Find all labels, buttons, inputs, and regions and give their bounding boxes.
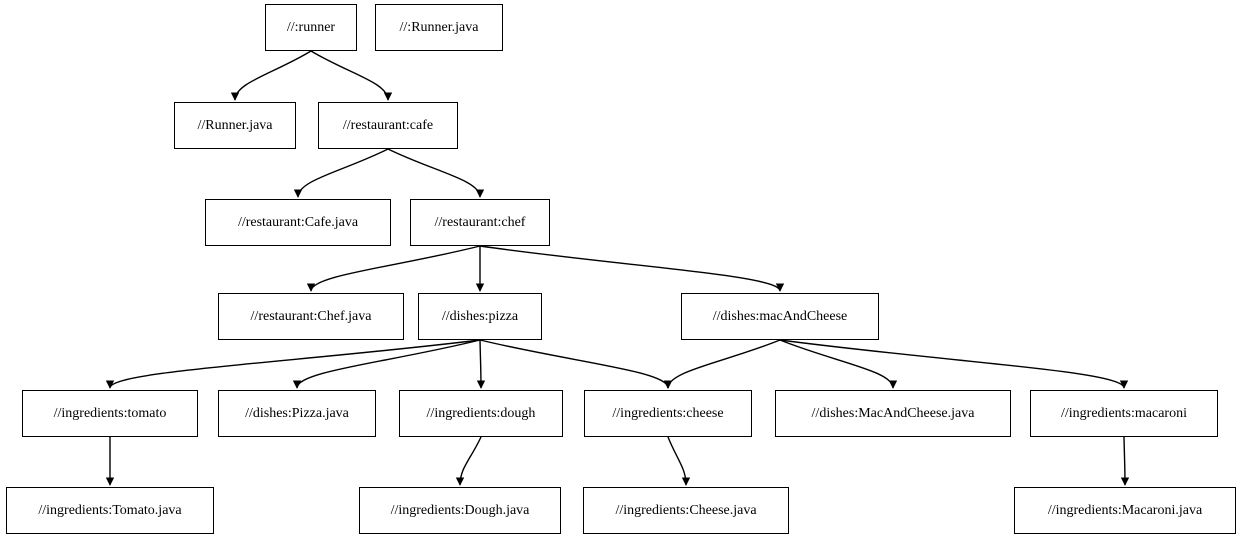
- graph-node-cheese_java[interactable]: [583, 487, 789, 534]
- graph-edge-dishes_mac-to-ing_macaroni: [780, 340, 1124, 388]
- graph-node-label: //restaurant:Chef.java: [250, 308, 372, 324]
- graph-node-label: //ingredients:dough: [426, 405, 536, 421]
- graph-node-tomato_java[interactable]: [6, 487, 214, 534]
- graph-node-label: //ingredients:Dough.java: [390, 502, 530, 518]
- graph-edge-ing_cheese-to-cheese_java: [668, 437, 686, 485]
- graph-node-label: //restaurant:chef: [434, 214, 526, 230]
- graph-node-label: //ingredients:macaroni: [1061, 405, 1187, 421]
- graph-node-runner_java[interactable]: [174, 102, 296, 149]
- graph-node-restaurant_cafe[interactable]: [318, 102, 458, 149]
- graph-edge-dishes_pizza-to-pizza_java: [297, 340, 480, 388]
- graph-edge-dishes_pizza-to-ing_dough: [480, 340, 481, 388]
- graph-node-label: //ingredients:tomato: [53, 405, 167, 421]
- graph-node-ing_dough[interactable]: [399, 390, 563, 437]
- graph-node-label: //ingredients:cheese: [612, 405, 724, 421]
- graph-edge-dishes_pizza-to-ing_cheese: [480, 340, 668, 388]
- graph-node-runner_java_root[interactable]: [375, 4, 503, 51]
- graph-node-label: //restaurant:Cafe.java: [237, 214, 359, 230]
- graph-node-label: //dishes:pizza: [441, 308, 519, 324]
- graph-edge-runner-to-runner_java: [235, 51, 311, 100]
- graph-edge-restaurant_chef-to-chef_java: [311, 246, 480, 291]
- graph-node-macaroni_java[interactable]: [1014, 487, 1236, 534]
- graph-node-restaurant_chef[interactable]: [410, 199, 550, 246]
- graph-node-label: //restaurant:cafe: [342, 117, 434, 133]
- graph-edge-dishes_pizza-to-ing_tomato: [110, 340, 480, 388]
- graph-node-runner[interactable]: [265, 4, 357, 51]
- graph-edge-dishes_mac-to-ing_cheese: [668, 340, 780, 388]
- graph-node-label: //ingredients:Macaroni.java: [1047, 502, 1203, 518]
- graph-node-chef_java[interactable]: [218, 293, 404, 340]
- graph-node-label: //:Runner.java: [399, 19, 479, 35]
- graph-node-dishes_pizza[interactable]: [418, 293, 542, 340]
- graph-edge-restaurant_cafe-to-cafe_java: [298, 149, 388, 197]
- graph-node-label: //dishes:MacAndCheese.java: [811, 405, 975, 421]
- graph-node-ing_tomato[interactable]: [22, 390, 198, 437]
- graph-node-label: //dishes:macAndCheese: [712, 308, 848, 324]
- graph-edge-restaurant_chef-to-dishes_mac: [480, 246, 780, 291]
- graph-edge-restaurant_cafe-to-restaurant_chef: [388, 149, 480, 197]
- graph-node-label: //ingredients:Tomato.java: [38, 502, 182, 518]
- graph-node-label: //Runner.java: [197, 117, 273, 133]
- graph-node-pizza_java[interactable]: [218, 390, 376, 437]
- graph-edge-runner-to-restaurant_cafe: [311, 51, 388, 100]
- graph-node-cafe_java[interactable]: [205, 199, 391, 246]
- graph-node-label: //:runner: [286, 19, 336, 35]
- graph-edge-ing_macaroni-to-macaroni_java: [1124, 437, 1125, 485]
- graph-edge-dishes_mac-to-mac_java: [780, 340, 893, 388]
- graph-node-label: //dishes:Pizza.java: [245, 405, 349, 421]
- graph-node-mac_java[interactable]: [775, 390, 1011, 437]
- graph-node-ing_macaroni[interactable]: [1030, 390, 1218, 437]
- graph-node-dishes_mac[interactable]: [681, 293, 879, 340]
- graph-node-dough_java[interactable]: [359, 487, 561, 534]
- graph-edge-ing_dough-to-dough_java: [460, 437, 481, 485]
- graph-node-label: //ingredients:Cheese.java: [615, 502, 757, 518]
- graph-node-ing_cheese[interactable]: [584, 390, 752, 437]
